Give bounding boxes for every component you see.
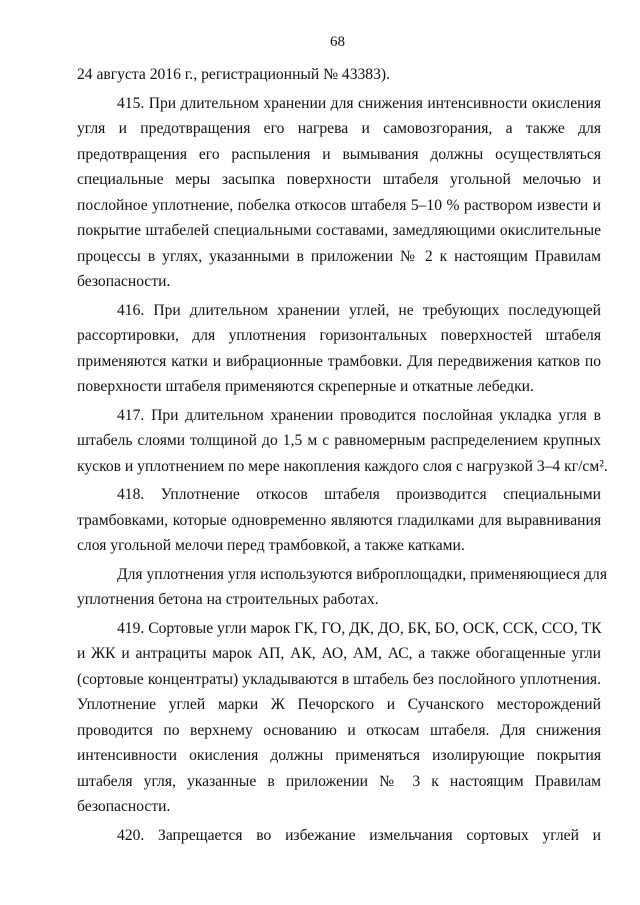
text-line: поверхности штабеля применяются скреперные и откатные лебедки. [77,378,534,395]
paragraph [77,616,601,820]
text-line: рассортировки, для уплотнения горизонтальных поверхностей штабеля [77,327,601,344]
text-line: кусков и уплотнением по мере накопления каждого слоя с нагрузкой 3–4 кг/см². [77,457,608,475]
text-line: предотвращения его распыления и вымывания должны осуществляться [77,145,601,163]
text-line: проводится по верхнему основанию и откосам штабеля. Для снижения [77,721,601,739]
text-line: штабель слоями толщиной до 1,5 м с равномерным распределением крупных [77,432,601,449]
text-line: 415. При длительном хранении для снижения интенсивности окисления [117,94,601,112]
text-line: интенсивности окисления должны применяться изолирующие покрытия [77,747,601,764]
paragraph [77,298,601,400]
text-line: процессы в углях, указанными в приложении № 2 к настоящим Правилам [77,247,601,265]
text-line: 24 августа 2016 г., регистрационный № 43383). [77,66,390,83]
paragraph [77,62,601,88]
text-line: безопасности. [77,798,171,815]
paragraph [77,562,607,613]
text-line: 418. Уплотнение откосов штабеля производится специальными [117,486,601,503]
text-line: Для уплотнения угля используются виброплощадки, применяющиеся для [117,565,607,583]
text-line: безопасности. [77,273,171,290]
text-line: 416. При длительном хранении углей, не требующих последующей [117,301,601,319]
paragraph [77,482,601,559]
text-line: послойное уплотнение, побелка откосов штабеля 5–10 % раствором извести и [77,196,601,214]
text-line: трамбовками, которые одновременно являются гладилками для выравнивания [77,511,601,529]
text-line: Уплотнение углей марки Ж Печорского и Сучанского месторождений [77,696,601,713]
text-line: специальные меры засыпка поверхности штабеля угольной мелочью и [77,171,601,188]
text-line: и ЖК и антрациты марок АП, АК, АО, АМ, АС, а также обогащенные угли [77,645,601,662]
page-number: 68 [330,34,345,50]
text-line: 420. Запрещается во избежание измельчания сортовых углей и [117,826,601,844]
paragraph [77,403,608,480]
text-line: (сортовые концентраты) укладываются в штабель без послойного уплотнения. [77,670,601,688]
paragraph [77,91,601,295]
paragraph [77,823,601,849]
text-line: слоя угольной мелочи перед трамбовкой, а также катками. [77,537,465,554]
text-line: 417. При длительном хранении проводится послойная укладка угля в [117,406,601,424]
text-line: штабеля угля, указанные в приложении № 3 к настоящим Правилам [77,772,601,790]
text-line: угля и предотвращения его нагрева и самовозгорания, а также для [77,120,601,137]
document-body [77,62,608,848]
text-line: покрытие штабелей специальными составами, замедляющими окислительные [77,222,601,239]
text-line: 419. Сортовые угли марок ГК, ГО, ДК, ДО, БК, БО, ОСК, ССК, ССО, ТК [117,619,602,637]
text-line: уплотнения бетона на строительных работах. [77,591,379,608]
text-line: применяются катки и вибрационные трамбовки. Для передвижения катков по [77,352,601,370]
